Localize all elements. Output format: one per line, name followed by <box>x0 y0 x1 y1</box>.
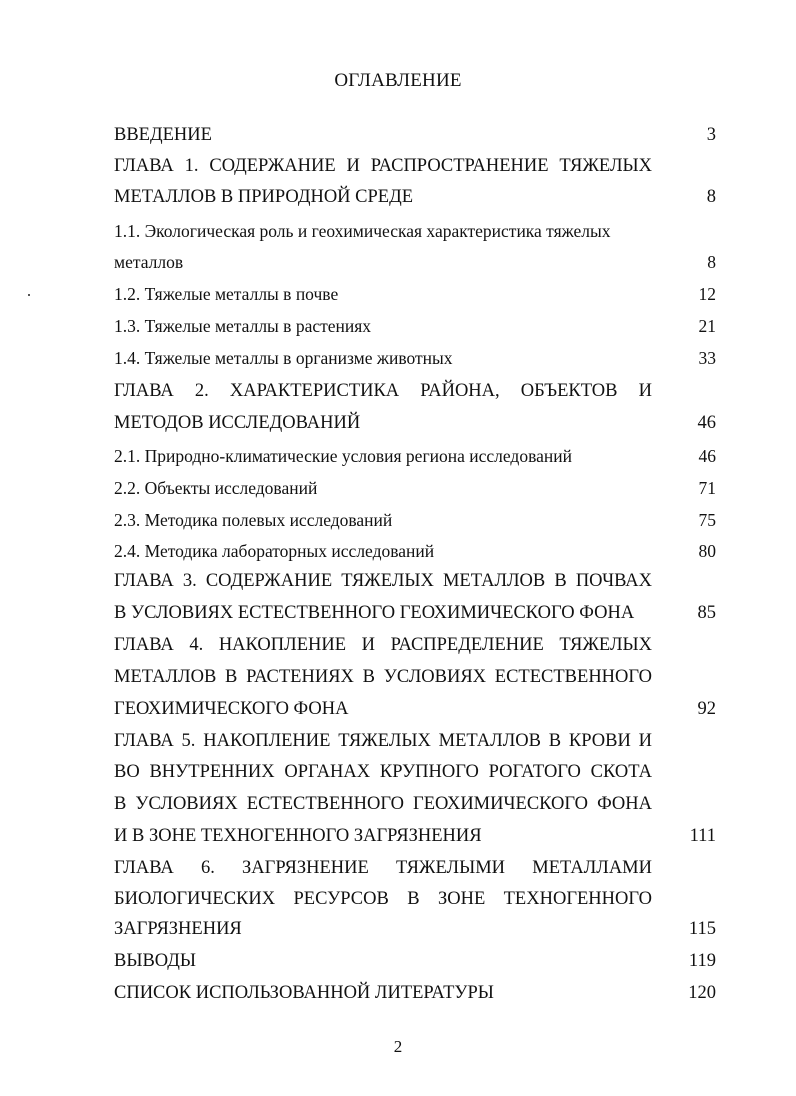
toc-entry-text: И В ЗОНЕ ТЕХНОГЕННОГО ЗАГРЯЗНЕНИЯ <box>114 826 482 846</box>
toc-entry-text: ВВЕДЕНИЕ <box>114 125 212 145</box>
toc-entry-page: 80 <box>698 541 716 561</box>
toc-entry-text: ГЛАВА 3. СОДЕРЖАНИЕ ТЯЖЕЛЫХ МЕТАЛЛОВ В ПОЧВАХ <box>114 571 652 591</box>
toc-entry-page: 12 <box>698 284 716 304</box>
toc-entry-text: МЕТАЛЛОВ В ПРИРОДНОЙ СРЕДЕ <box>114 187 414 207</box>
toc-entry-text: 2.2. Объекты исследований <box>114 478 318 498</box>
toc-entry-text: СПИСОК ИСПОЛЬЗОВАННОЙ ЛИТЕРАТУРЫ <box>114 983 494 1003</box>
toc-entry-page: 119 <box>688 951 716 971</box>
page-number: 2 <box>393 1037 403 1056</box>
page-title: ОГЛАВЛЕНИЕ <box>334 70 462 91</box>
toc-entry-page: 46 <box>697 413 716 433</box>
toc-entry-text: ВО ВНУТРЕННИХ ОРГАНАХ КРУПНОГО РОГАТОГО СКОТА <box>114 762 652 782</box>
toc-entry-text: ГЛАВА 1. СОДЕРЖАНИЕ И РАСПРОСТРАНЕНИЕ ТЯЖЕЛЫХ <box>114 156 652 176</box>
toc-entry-page: 111 <box>689 826 716 846</box>
toc-entry-text: 2.3. Методика полевых исследований <box>114 510 393 530</box>
toc-entry-page: 21 <box>698 316 716 336</box>
toc-entry-text: 1.3. Тяжелые металлы в растениях <box>114 316 372 336</box>
toc-entry-page: 3 <box>706 125 716 145</box>
toc-entry-text: ГЛАВА 5. НАКОПЛЕНИЕ ТЯЖЕЛЫХ МЕТАЛЛОВ В КРОВИ И <box>114 731 652 751</box>
toc-entry-text: ВЫВОДЫ <box>114 951 197 971</box>
toc-entry-text: металлов <box>114 252 184 272</box>
toc-entry-text: ГЛАВА 2. ХАРАКТЕРИСТИКА РАЙОНА, ОБЪЕКТОВ И <box>114 381 652 401</box>
toc-entry-text: 1.1. Экологическая роль и геохимическая характеристика тяжелых <box>114 221 611 241</box>
toc-entry-page: 8 <box>707 252 716 272</box>
toc-entry-text: В УСЛОВИЯХ ЕСТЕСТВЕННОГО ГЕОХИМИЧЕСКОГО ФОНА <box>114 603 635 623</box>
toc-entry-page: 92 <box>697 699 716 719</box>
toc-entry-text: 2.4. Методика лабораторных исследований <box>114 541 435 561</box>
toc-entry-page: 8 <box>706 187 716 207</box>
toc-entry-page: 46 <box>698 446 716 466</box>
toc-entry-text: ГЛАВА 4. НАКОПЛЕНИЕ И РАСПРЕДЕЛЕНИЕ ТЯЖЕЛЫХ <box>114 635 652 655</box>
toc-entry-page: 85 <box>697 603 716 623</box>
toc-entry-page: 33 <box>698 348 716 368</box>
toc-entry-page: 120 <box>688 983 716 1003</box>
toc-entry-text: БИОЛОГИЧЕСКИХ РЕСУРСОВ В ЗОНЕ ТЕХНОГЕННОГО <box>114 889 652 909</box>
toc-entry-page: 115 <box>688 919 716 939</box>
toc-entry-text: ЗАГРЯЗНЕНИЯ <box>114 919 242 939</box>
toc-entry-text: 2.1. Природно-климатические условия региона исследований <box>114 446 572 466</box>
toc-entry-page: 75 <box>698 510 716 530</box>
toc-entry-text: МЕТАЛЛОВ В РАСТЕНИЯХ В УСЛОВИЯХ ЕСТЕСТВЕННОГО <box>114 667 652 687</box>
toc-entry-page: 71 <box>698 478 716 498</box>
toc-entry-text: ГЛАВА 6. ЗАГРЯЗНЕНИЕ ТЯЖЕЛЫМИ МЕТАЛЛАМИ <box>114 858 652 878</box>
toc-entry-text: В УСЛОВИЯХ ЕСТЕСТВЕННОГО ГЕОХИМИЧЕСКОГО ФОНА <box>114 794 652 814</box>
scan-artifact-dot <box>28 294 30 296</box>
toc-entry-text: 1.2. Тяжелые металлы в почве <box>114 284 339 304</box>
toc-entry-text: 1.4. Тяжелые металлы в организме животных <box>114 348 453 368</box>
toc-entry-text: МЕТОДОВ ИССЛЕДОВАНИЙ <box>114 413 361 433</box>
toc-entry-text: ГЕОХИМИЧЕСКОГО ФОНА <box>114 699 349 719</box>
